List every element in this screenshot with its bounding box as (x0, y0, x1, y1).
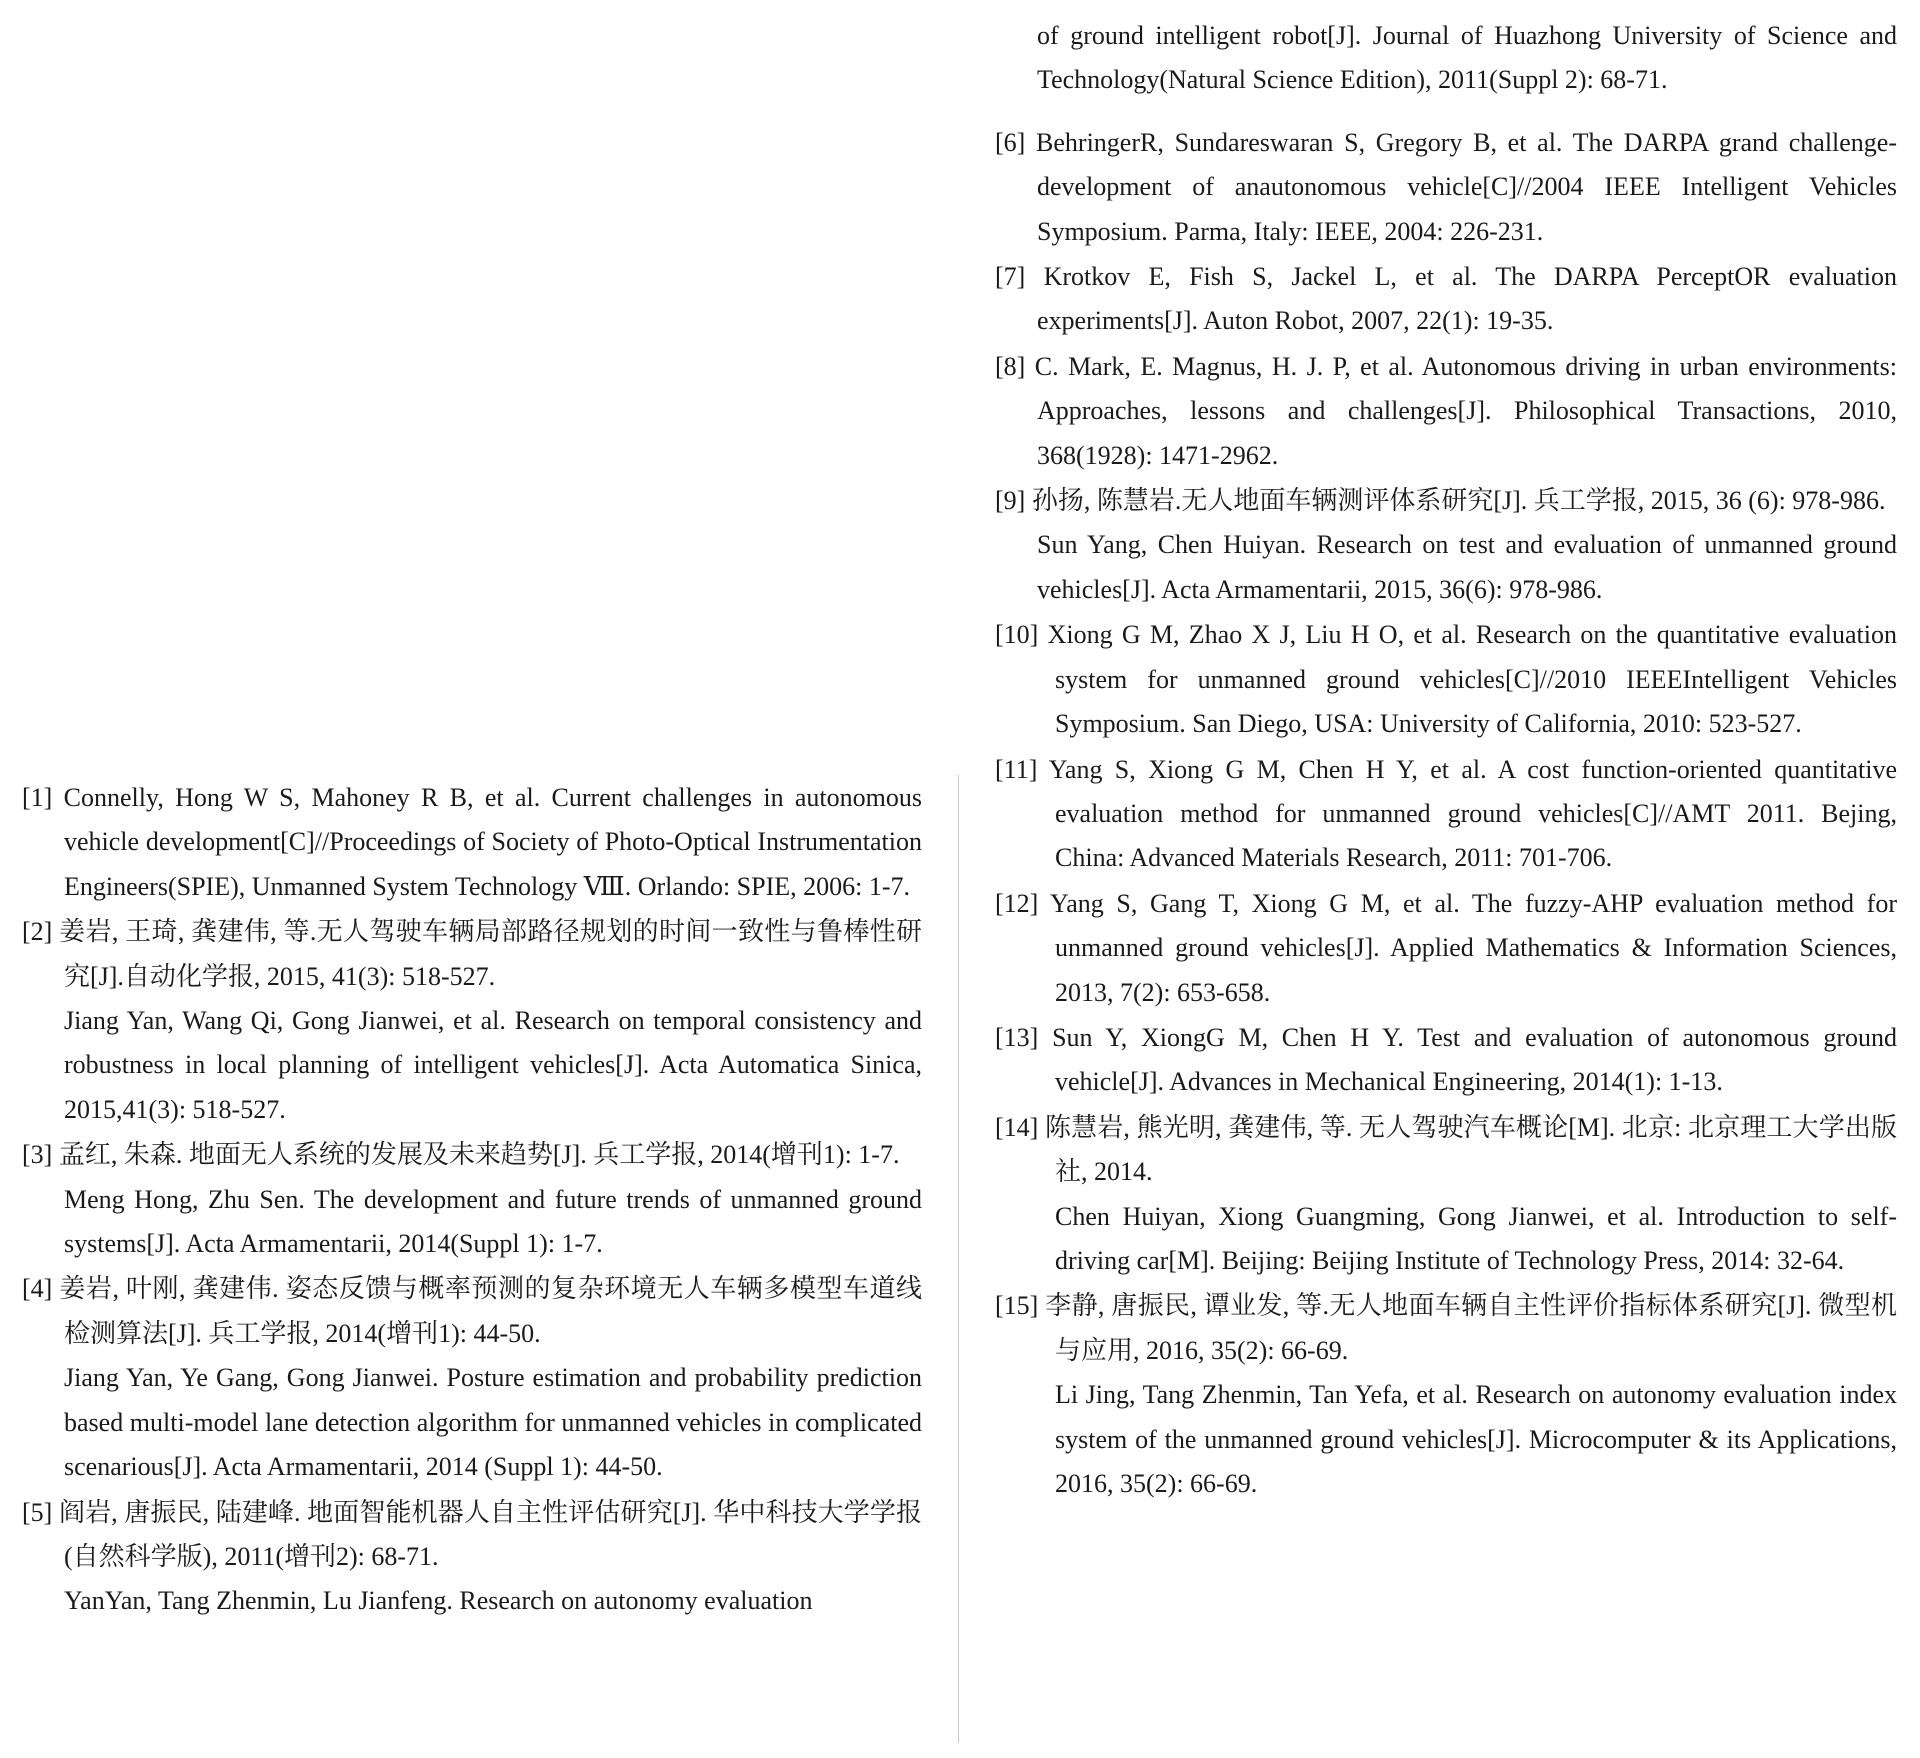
reference-citation: 阎岩, 唐振民, 陆建峰. 地面智能机器人自主性评估研究[J]. 华中科技大学学报(自然科学版), 2011(增刊2): 68-71. (58, 1497, 923, 1571)
reference-citation: Yang S, Xiong G M, Chen H Y, et al. A cost function-oriented quantitative evaluation method for unmanned ground vehicles[C]//AMT 2011. Bejing, China: Advanced Materials Research, 2011: 701-706. (1048, 754, 1897, 873)
reference-item (22, 1267, 922, 1489)
reference-text (995, 1016, 1897, 1105)
reference-citation: 陈慧岩, 熊光明, 龚建伟, 等. 无人驾驶汽车概论[M]. 北京: 北京理工大学出版社, 2014. (1044, 1112, 1897, 1187)
reference-text (22, 776, 923, 909)
reference-text (995, 345, 1897, 478)
right-reference-list (995, 121, 1897, 1507)
reference-number: [13] (995, 1022, 1039, 1052)
reference-item (995, 345, 1897, 478)
reference-item (995, 748, 1897, 881)
reference-citation: Sun Y, XiongG M, Chen H Y. Test and evaluation of autonomous ground vehicle[J]. Advances in Mechanical Engineering, 2014(1): 1-13. (1052, 1022, 1897, 1097)
reference-5-continuation: of ground intelligent robot[J]. Journal of Huazhong University of Science and Technology(Natural Science Edition), 2011(Suppl 2): 68-71. (1037, 21, 1897, 95)
reference-number: [9] (995, 486, 1026, 516)
reference-item (995, 882, 1897, 1015)
reference-item (995, 1284, 1897, 1506)
reference-item (995, 1106, 1897, 1284)
reference-translation: Meng Hong, Zhu Sen. The development and future trends of unmanned ground systems[J]. Acta Armamentarii, 2014(Suppl 1): 1-7. (64, 1184, 922, 1259)
reference-translation: Sun Yang, Chen Huiyan. Research on test and evaluation of unmanned ground vehicles[J]. Acta Armamentarii, 2015, 36(6): 978-986. (1037, 530, 1897, 604)
reference-text (995, 1284, 1898, 1373)
reference-translation: Jiang Yan, Ye Gang, Gong Jianwei. Posture estimation and probability prediction based multi-model lane detection algorithm for unmanned vehicles in complicated scenarious[J]. Acta Armamentarii, 2014 (Suppl 1): 44-50. (64, 1363, 922, 1482)
reference-number: [15] (995, 1291, 1039, 1321)
reference-item (22, 1491, 922, 1624)
reference-text (995, 613, 1898, 746)
reference-citation: 姜岩, 王琦, 龚建伟, 等.无人驾驶车辆局部路径规划的时间一致性与鲁棒性研究[J].自动化学报, 2015, 41(3): 518-527. (59, 917, 922, 991)
reference-item (995, 479, 1897, 612)
reference-number: [4] (22, 1274, 53, 1304)
reference-number: [8] (995, 351, 1026, 381)
reference-translation: YanYan, Tang Zhenmin, Lu Jianfeng. Research on autonomy evaluation (64, 1586, 813, 1616)
reference-item (22, 1133, 922, 1266)
reference-number: [14] (995, 1112, 1039, 1142)
reference-number: [11] (995, 754, 1038, 784)
reference-text (995, 121, 1897, 254)
reference-text (22, 910, 922, 999)
reference-number: [2] (22, 917, 53, 947)
reference-translation: Li Jing, Tang Zhenmin, Tan Yefa, et al. Research on autonomy evaluation index system of the unmanned ground vehicles[J]. Microcomputer & its Applications, 2016, 35(2): 66-69. (1055, 1380, 1897, 1498)
reference-citation: 孟红, 朱森. 地面无人系统的发展及未来趋势[J]. 兵工学报, 2014(增刊1): 1-7. (58, 1140, 900, 1170)
reference-citation: 姜岩, 叶刚, 龚建伟. 姿态反馈与概率预测的复杂环境无人车辆多模型车道线检测算法[J]. 兵工学报, 2014(增刊1): 44-50. (59, 1274, 922, 1348)
left-reference-list (22, 776, 922, 1624)
reference-citation: Connelly, Hong W S, Mahoney R B, et al. Current challenges in autonomous vehicle development[C]//Proceedings of Society of Photo-Optical Instrumentation Engineers(SPIE), Unmanned System Technology Ⅷ. Orlando: SPIE, 2006: 1-7. (63, 783, 923, 901)
reference-item (995, 1016, 1897, 1105)
left-reference-column (22, 0, 922, 1625)
reference-text (995, 748, 1897, 881)
reference-text (22, 1133, 922, 1177)
reference-number: [10] (995, 620, 1039, 650)
reference-item (995, 255, 1897, 344)
reference-translation: Jiang Yan, Wang Qi, Gong Jianwei, et al. Research on temporal consistency and robustness in local planning of intelligent vehicles[J]. Acta Automatica Sinica, 2015,41(3): 518-527. (64, 1006, 922, 1124)
reference-item (995, 121, 1897, 254)
reference-text (995, 1106, 1897, 1195)
reference-citation: 孙扬, 陈慧岩.无人地面车辆测评体系研究[J]. 兵工学报, 2015, 36 (6): 978-986. (1031, 486, 1886, 516)
reference-number: [3] (22, 1140, 53, 1170)
reference-text (22, 1491, 923, 1580)
reference-text (995, 882, 1897, 1015)
reference-translation: Chen Huiyan, Xiong Guangming, Gong Jianwei, et al. Introduction to self-driving car[M]. Beijing: Beijing Institute of Technology Press, 2014: 32-64. (1055, 1201, 1897, 1275)
column-divider (958, 775, 959, 1743)
reference-citation: Xiong G M, Zhao X J, Liu H O, et al. Research on the quantitative evaluation system for unmanned ground vehicles[C]//2010 IEEEIntelligent Vehicles Symposium. San Diego, USA: University of California, 2010: 523-527. (1047, 620, 1898, 739)
reference-number: [1] (22, 783, 53, 812)
reference-text (995, 255, 1898, 344)
reference-item (22, 776, 922, 909)
reference-citation: BehringerR, Sundareswaran S, Gregory B, et al. The DARPA grand challenge-development of anautonomous vehicle[C]//2004 IEEE Intelligent Vehicles Symposium. Parma, Italy: IEEE, 2004: 226-231. (1036, 127, 1897, 246)
reference-citation: 李静, 唐振民, 谭业发, 等.无人地面车辆自主性评价指标体系研究[J]. 微型机与应用, 2016, 35(2): 66-69. (1045, 1291, 1898, 1365)
reference-text (995, 479, 1897, 523)
reference-number: [6] (995, 127, 1026, 157)
reference-item (995, 613, 1897, 746)
reference-item (22, 910, 922, 1132)
reference-number: [5] (22, 1497, 53, 1527)
reference-number: [12] (995, 888, 1039, 918)
reference-text (22, 1267, 922, 1356)
reference-citation: Yang S, Gang T, Xiong G M, et al. The fuzzy-AHP evaluation method for unmanned ground vehicles[J]. Applied Mathematics & Information Sciences, 2013, 7(2): 653-658. (1050, 888, 1897, 1007)
reference-citation: Krotkov E, Fish S, Jackel L, et al. The DARPA PerceptOR evaluation experiments[J]. Auton Robot, 2007, 22(1): 19-35. (1037, 262, 1898, 336)
right-reference-column (995, 0, 1897, 1507)
reference-number: [7] (995, 262, 1026, 292)
reference-citation: C. Mark, E. Magnus, H. J. P, et al. Autonomous driving in urban environments: Approaches, lessons and challenges[J]. Philosophical Transactions, 2010, 368(1928): 1471-2962. (1034, 351, 1897, 470)
